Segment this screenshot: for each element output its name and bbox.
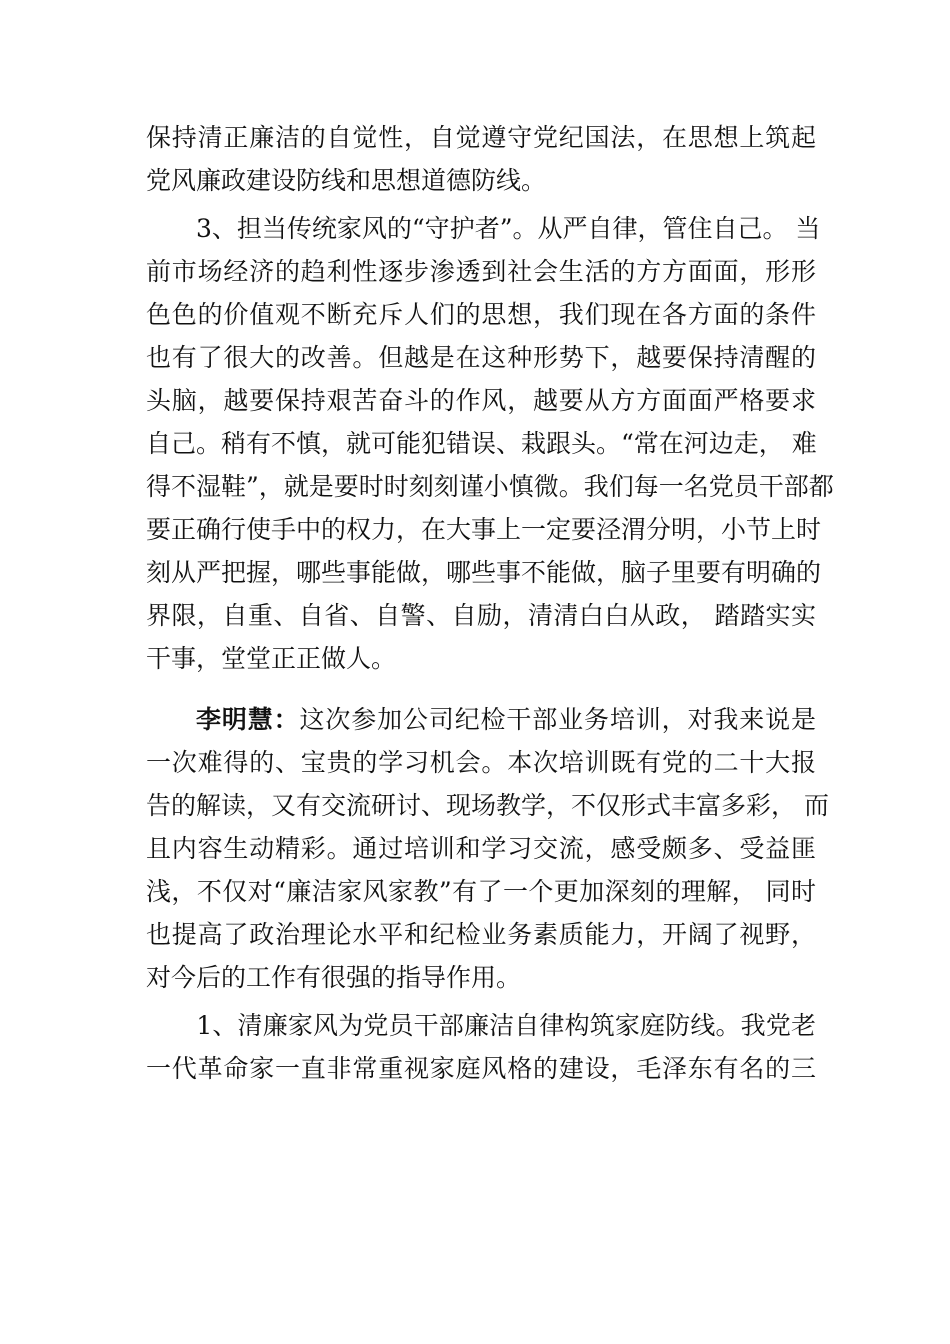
text-line: 党风廉政建设防线和思想道德防线。 [146,166,547,195]
text-line: 刻从严把握，哪些事能做，哪些事不能做，脑子里要有明确的 [146,558,822,587]
text-line: 头脑，越要保持艰苦奋斗的作风，越要从方方面面严格要求 [146,386,816,415]
text-line: 保持清正廉洁的自觉性，自觉遵守党纪国法，在思想上筑起 [146,123,816,152]
text-line: 前市场经济的趋利性逐步渗透到社会生活的方方面面，形形 [146,257,816,286]
text-line: 3、担当传统家风的“守护者”。从严自律，管住自己。 当 [146,214,821,243]
text-line: 浅，不仅对“廉洁家风家教”有了一个更加深刻的理解， 同时 [146,877,816,906]
text-line: 要正确行使手中的权力，在大事上一定要泾渭分明，小节上时 [146,515,822,544]
speaker-text: 这次参加公司纪检干部业务培训，对我来说是 [299,705,816,734]
text-line: 也提高了政治理论水平和纪检业务素质能力，开阔了视野， [146,920,816,949]
text-line: 一次难得的、宝贵的学习机会。本次培训既有党的二十大报 [146,748,816,777]
paragraph-1 [146,116,816,202]
text-line: 1、清廉家风为党员干部廉洁自律构筑家庭防线。我党老 [146,1011,816,1040]
speaker-name: 李明慧： [196,705,300,734]
paragraph-4 [146,1004,816,1090]
paragraph-3 [146,698,829,999]
text-line: 一代革命家一直非常重视家庭风格的建设，毛泽东有名的三 [146,1054,816,1083]
paragraph-2 [146,207,834,680]
text-line: 干事，堂堂正正做人。 [146,644,397,673]
text-line: 对今后的工作有很强的指导作用。 [146,963,522,992]
text-line: 色色的价值观不断充斥人们的思想，我们现在各方面的条件 [146,300,816,329]
text-line: 告的解读，又有交流研讨、现场教学，不仅形式丰富多彩， 而 [146,791,829,820]
text-line: 自己。稍有不慎，就可能犯错误、栽跟头。“常在河边走， 难 [146,429,817,458]
text-line: 也有了很大的改善。但越是在这种形势下，越要保持清醒的 [146,343,816,372]
text-line: 界限，自重、自省、自警、自励，清清白白从政， 踏踏实实 [146,601,816,630]
text-line: 且内容生动精彩。通过培训和学习交流，感受颇多、受益匪 [146,834,816,863]
text-line: 得不湿鞋”，就是要时时刻刻谨小慎微。我们每一名党员干部都 [146,472,834,501]
text-line [146,698,816,741]
